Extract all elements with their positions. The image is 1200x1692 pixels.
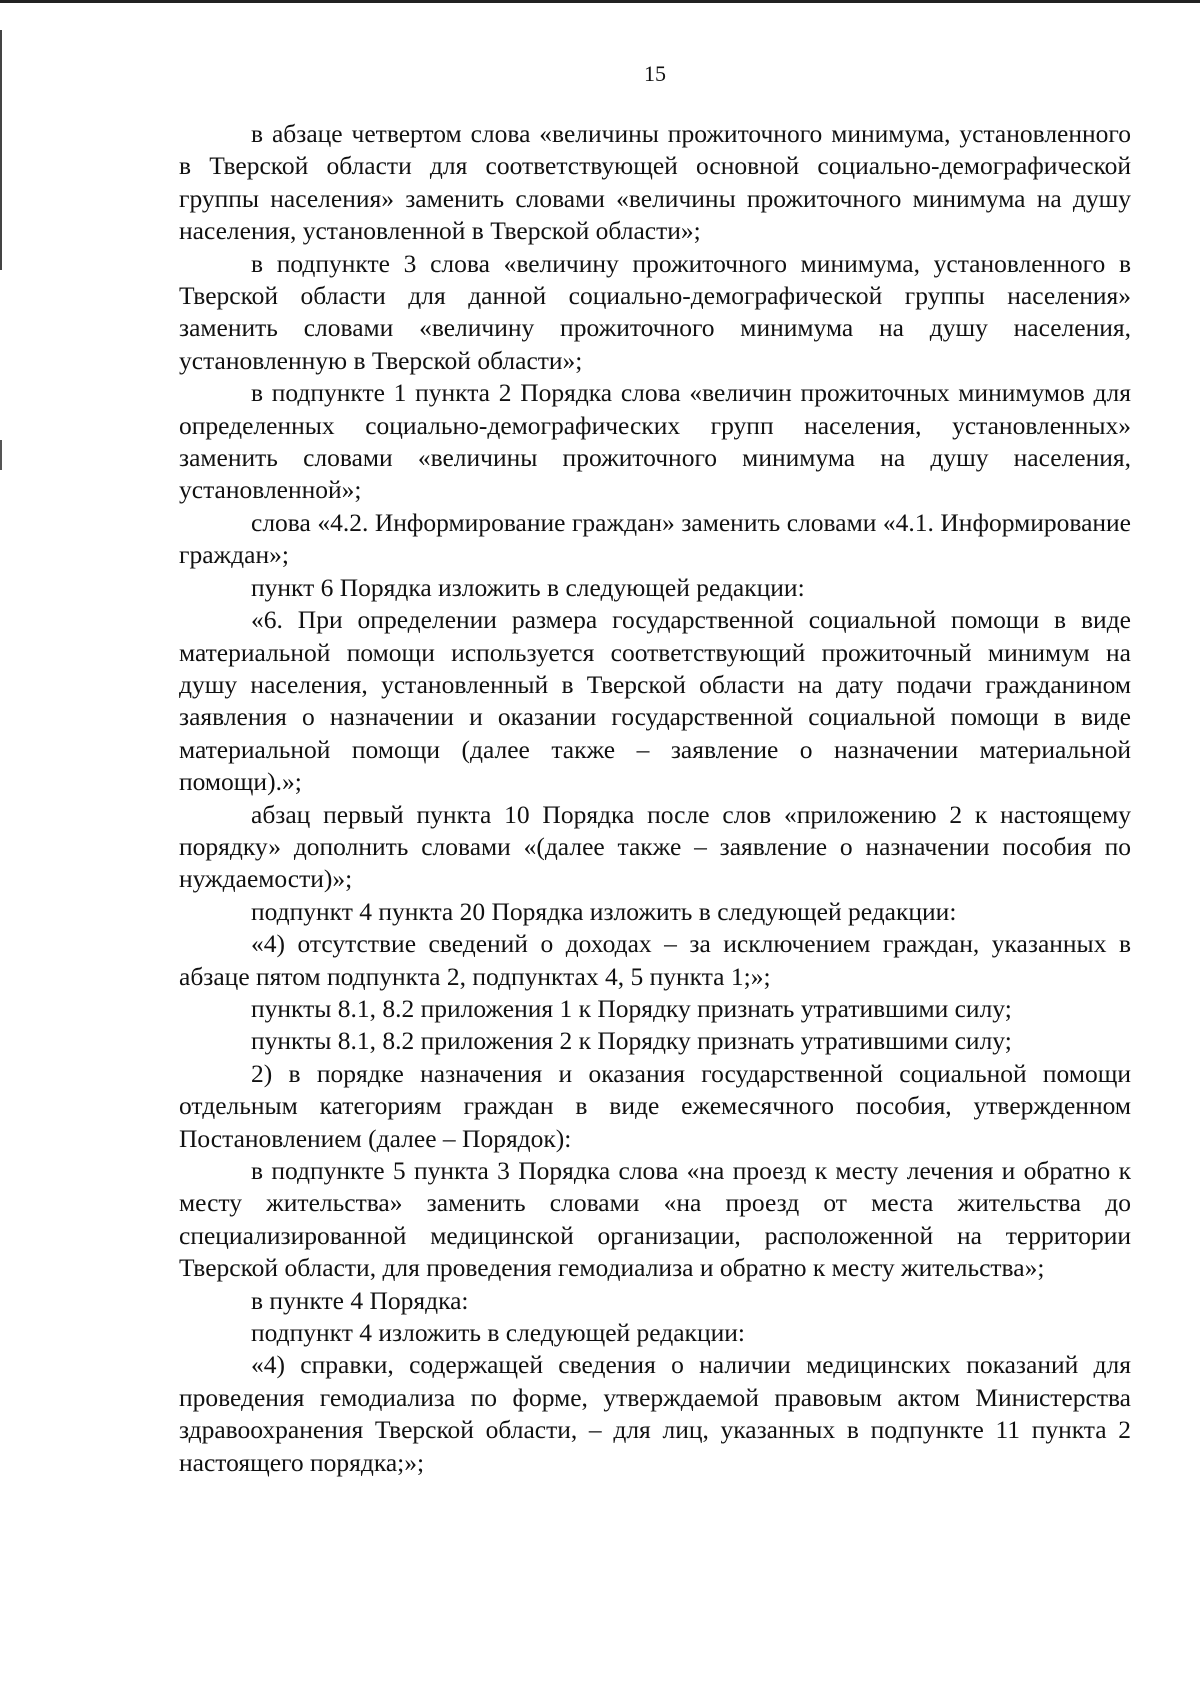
page-number: 15 [644, 61, 666, 86]
paragraph: в подпункте 5 пункта 3 Порядка слова «на проезд к месту лечения и обратно к месту жительства» заменить словами «на проезд от места жительства до специализированной медицинской организации, расположенной на территории Тверской области, для проведения гемодиализа и обратно к месту жительства»; [179, 1156, 1131, 1283]
document-body [179, 118, 1131, 1479]
paragraph: в пункте 4 Порядка: [251, 1285, 469, 1315]
scan-top-edge [0, 0, 1200, 3]
paragraph: в подпункте 3 слова «величину прожиточного минимума, установленного в Тверской области для данной социально-демографической группы населения» заменить словами «величину прожиточного минимума на душу населения, установленную в Тверской области»; [179, 248, 1131, 375]
paragraph: подпункт 4 пункта 20 Порядка изложить в следующей редакции: [251, 896, 957, 926]
paragraph: абзац первый пункта 10 Порядка после слов «приложению 2 к настоящему порядку» дополнить словами «(далее также – заявление о назначении пособия по нуждаемости)»; [179, 799, 1131, 894]
paragraph: слова «4.2. Информирование граждан» заменить словами «4.1. Информирование граждан»; [179, 507, 1131, 570]
paragraph: «4) отсутствие сведений о доходах – за исключением граждан, указанных в абзаце пятом подпункта 2, подпунктах 4, 5 пункта 1;»; [179, 929, 1131, 991]
paragraph: 2) в порядке назначения и оказания государственной социальной помощи отдельным категориям граждан в виде ежемесячного пособия, утвержденном Постановлением (далее – Порядок): [179, 1058, 1131, 1153]
paragraph: «6. При определении размера государственной социальной помощи в виде материальной помощи используется соответствующий прожиточный минимум на душу населения, установленный в Тверской области на дату подачи гражданином заявления о назначении и оказании государственной социальной помощи в виде материальной помощи (далее также – заявление о назначении материальной помощи).»; [179, 605, 1131, 797]
paragraph: «4) справки, содержащей сведения о наличии медицинских показаний для проведения гемодиализа по форме, утверждаемой правовым актом Министерства здравоохранения Тверской области, – для лиц, указанных в подпункте 11 пункта 2 настоящего порядка;»; [179, 1350, 1131, 1477]
paragraph: пункты 8.1, 8.2 приложения 1 к Порядку признать утратившими силу; [251, 993, 1012, 1023]
scan-left-mark [0, 440, 2, 470]
paragraph: пункты 8.1, 8.2 приложения 2 к Порядку признать утратившими силу; [251, 1026, 1012, 1056]
paragraph: подпункт 4 изложить в следующей редакции: [251, 1318, 745, 1348]
paragraph: пункт 6 Порядка изложить в следующей редакции: [251, 572, 805, 602]
paragraph: в подпункте 1 пункта 2 Порядка слова «величин прожиточных минимумов для определенных социально-демографических групп населения, установленных» заменить словами «величины прожиточного минимума на душу населения, установленной»; [179, 378, 1131, 505]
paragraph: в абзаце четвертом слова «величины прожиточного минимума, установленного в Тверской области для соответствующей основной социально-демографической группы населения» заменить словами «величины прожиточного минимума на душу населения, установленной в Тверской области»; [179, 119, 1131, 246]
